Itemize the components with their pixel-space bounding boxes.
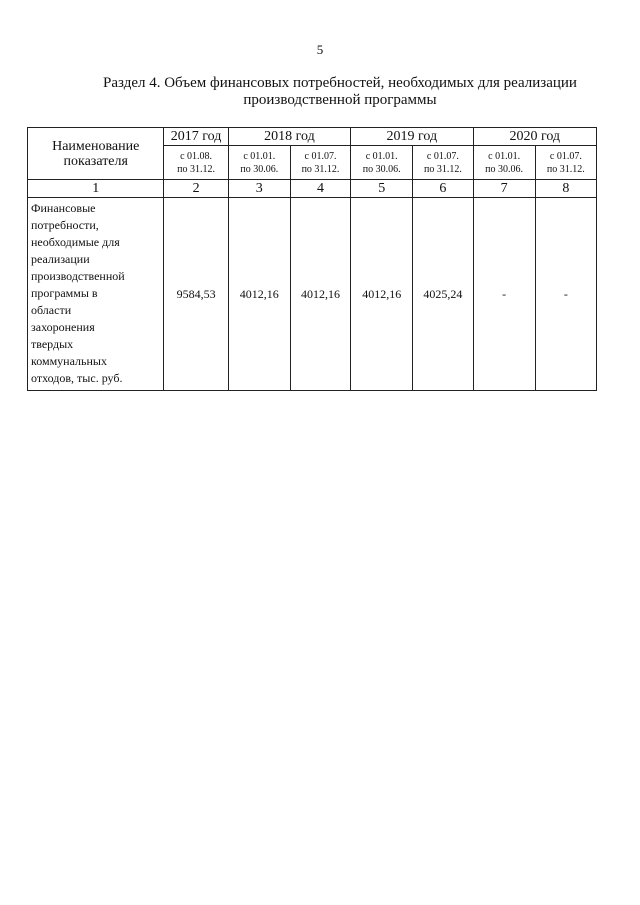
period-to: по 30.06.	[240, 163, 279, 175]
value-cell: 4012,16	[351, 198, 413, 391]
period-to: по 30.06.	[485, 163, 524, 175]
section-title	[40, 75, 640, 109]
value-cell: 4012,16	[290, 198, 350, 391]
header-indicator-name-line-2: показателя	[63, 153, 128, 169]
period-to: по 31.12.	[301, 163, 340, 175]
value-cell: 4012,16	[228, 198, 290, 391]
header-period	[164, 146, 228, 180]
header-year-2020: 2020 год	[473, 128, 597, 146]
column-number: 6	[413, 180, 473, 198]
indicator-name: Финансовые потребности, необходимые для реализации производственной программы в области захоронения твердых коммунальных отходов, тыс. руб.	[28, 198, 164, 391]
column-number: 1	[28, 180, 164, 198]
header-period	[290, 146, 350, 180]
column-number: 8	[535, 180, 596, 198]
period-to: по 31.12.	[423, 163, 462, 175]
column-number: 7	[473, 180, 535, 198]
period-from: с 01.01.	[243, 150, 276, 162]
header-year-2018: 2018 год	[228, 128, 350, 146]
header-year-2017: 2017 год	[164, 128, 228, 146]
table-row	[28, 198, 597, 391]
page-number: 5	[316, 42, 324, 57]
header-period	[413, 146, 473, 180]
header-indicator-name-line-1: Наименование	[52, 138, 140, 154]
value-cell: 9584,53	[164, 198, 228, 391]
period-from: с 01.07.	[304, 150, 337, 162]
period-from: с 01.01.	[488, 150, 521, 162]
column-number: 3	[228, 180, 290, 198]
header-period	[228, 146, 290, 180]
section-title-line-1: Раздел 4. Объем финансовых потребностей, необходимых для реализации	[103, 75, 577, 91]
period-from: с 01.07.	[426, 150, 459, 162]
header-indicator-name	[28, 128, 164, 180]
financial-needs-table	[27, 127, 597, 391]
header-period	[351, 146, 413, 180]
column-number: 4	[290, 180, 350, 198]
period-to: по 30.06.	[362, 163, 401, 175]
column-number: 5	[351, 180, 413, 198]
period-from: с 01.07.	[549, 150, 582, 162]
period-to: по 31.12.	[546, 163, 585, 175]
header-year-2019: 2019 год	[351, 128, 473, 146]
header-row-years	[28, 128, 597, 146]
value-cell: 4025,24	[413, 198, 473, 391]
column-number: 2	[164, 180, 228, 198]
header-period	[535, 146, 596, 180]
header-period	[473, 146, 535, 180]
header-row-column-numbers	[28, 180, 597, 198]
section-title-line-2: производственной программы	[243, 92, 437, 108]
value-cell: -	[535, 198, 596, 391]
period-from: с 01.01.	[365, 150, 398, 162]
value-cell: -	[473, 198, 535, 391]
period-to: по 31.12.	[177, 163, 215, 175]
period-from: с 01.08.	[180, 150, 213, 162]
